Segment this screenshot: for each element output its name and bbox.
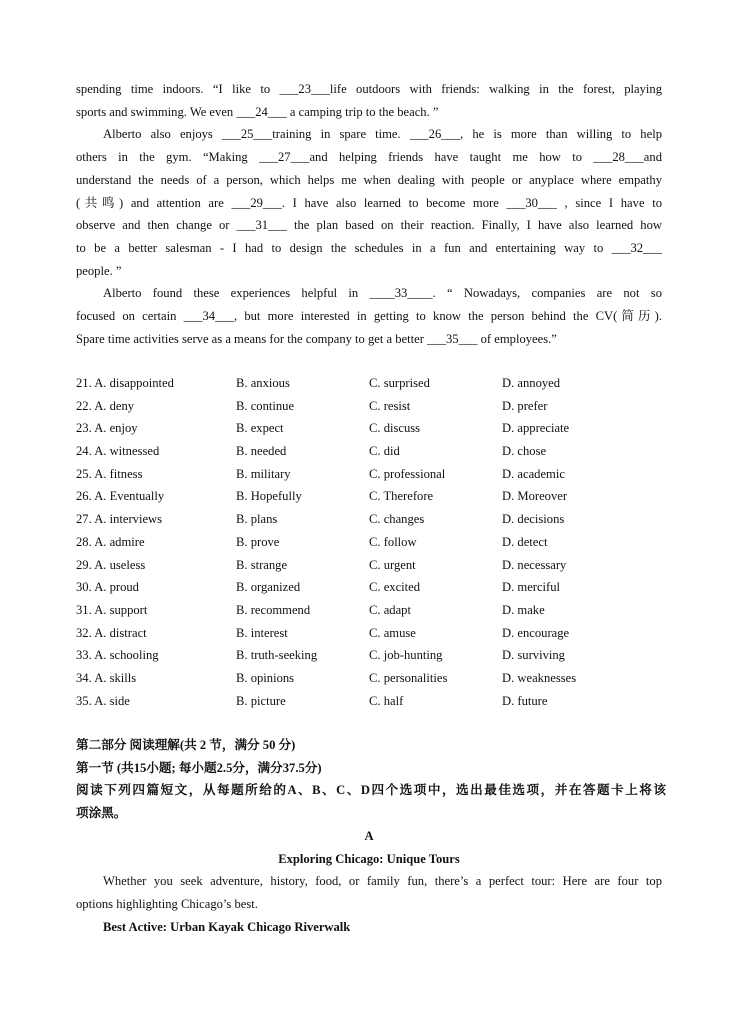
option-c: C. excited <box>369 580 421 595</box>
option-a: 31. A. support <box>76 602 148 617</box>
option-d: D. annoyed <box>502 376 561 390</box>
option-c: C. surprised <box>369 376 430 390</box>
option-d: D. make <box>502 602 545 617</box>
option-c: C. Therefore <box>369 489 434 504</box>
question-row <box>76 485 676 508</box>
option-a: 27. A. interviews <box>76 512 163 527</box>
passage-line: Alberto also enjoys ___25___training in spare time. ___26___, he is more than willing to help <box>103 127 662 142</box>
question-options <box>76 372 676 712</box>
option-c: C. personalities <box>369 670 448 685</box>
option-a: 21. A. disappointed <box>76 376 174 390</box>
option-a: 30. A. proud <box>76 580 139 595</box>
option-b: B. recommend <box>236 602 311 617</box>
passage-line: others in the gym. “Making ___27___and helping friends have taught me how to ___28___and <box>76 150 662 165</box>
option-b: B. interest <box>236 625 288 640</box>
question-row <box>76 576 676 599</box>
option-b: B. organized <box>236 580 301 595</box>
passage-line: spending time indoors. “I like to ___23___life outdoors with friends: walking in the forest, playing <box>76 82 662 96</box>
option-b: B. continue <box>236 398 295 413</box>
passage-line: (共鸣) and attention are ___29___. I have also learned to become more ___30___ , since I have to <box>76 195 662 210</box>
question-row <box>76 463 676 486</box>
passage-line: understand the needs of a person, which helps me when dealing with people or anyplace where empathy <box>76 172 662 187</box>
section-header <box>76 734 666 825</box>
section-subheading: 第一节 (共15小题; 每小题2.5分，满分37.5分) <box>76 760 322 775</box>
passage-line: people. ” <box>76 263 122 278</box>
option-d: D. surviving <box>502 648 565 663</box>
option-c: C. amuse <box>369 625 416 640</box>
option-c: C. changes <box>369 512 425 527</box>
option-a: 32. A. distract <box>76 625 147 640</box>
option-a: 24. A. witnessed <box>76 444 160 459</box>
option-c: C. discuss <box>369 421 421 436</box>
option-b: B. prove <box>236 534 280 549</box>
option-a: 26. A. Eventually <box>76 489 165 504</box>
section-instruction: 项涂黑。 <box>76 806 127 821</box>
option-b: B. anxious <box>236 376 290 390</box>
option-c: C. half <box>369 693 404 708</box>
passage-label: A <box>364 829 374 843</box>
option-d: D. detect <box>502 534 548 549</box>
option-b: B. Hopefully <box>236 489 302 504</box>
question-row <box>76 690 676 713</box>
question-row <box>76 599 676 622</box>
passage-title: Exploring Chicago: Unique Tours <box>278 851 460 866</box>
question-row <box>76 395 676 418</box>
section-heading: 第二部分 阅读理解(共 2 节，满分 50 分) <box>76 738 296 752</box>
question-row <box>76 531 676 554</box>
option-a: 33. A. schooling <box>76 648 159 663</box>
option-c: C. did <box>369 444 400 459</box>
option-d: D. academic <box>502 466 565 481</box>
option-d: D. future <box>502 693 548 708</box>
question-row <box>76 667 676 690</box>
option-c: C. urgent <box>369 557 416 572</box>
option-b: B. opinions <box>236 670 295 685</box>
question-row <box>76 644 676 667</box>
option-d: D. decisions <box>502 512 565 527</box>
option-c: C. follow <box>369 534 417 549</box>
option-a: 23. A. enjoy <box>76 421 138 436</box>
question-row <box>76 554 676 577</box>
passage-line: Alberto found these experiences helpful in ____33____. “ Nowadays, companies are not so <box>103 286 662 301</box>
option-b: B. strange <box>236 557 288 572</box>
option-a: 22. A. deny <box>76 398 135 413</box>
option-b: B. plans <box>236 512 278 527</box>
option-b: B. needed <box>236 444 287 459</box>
question-row <box>76 440 676 463</box>
option-b: B. military <box>236 466 291 481</box>
option-d: D. prefer <box>502 398 548 413</box>
option-d: D. Moreover <box>502 489 568 504</box>
passage-line: to be a better salesman - I had to design the schedules in a fun and entertaining way to ___32___ <box>76 240 662 255</box>
passage-line: observe and then change or ___31___ the plan based on their reaction. Finally, I have also learned how <box>76 218 662 233</box>
option-d: D. chose <box>502 444 547 459</box>
option-c: C. adapt <box>369 602 411 617</box>
option-b: B. truth-seeking <box>236 648 318 663</box>
question-row <box>76 508 676 531</box>
cloze-passage <box>76 78 662 350</box>
question-row <box>76 622 676 645</box>
option-b: B. expect <box>236 421 284 436</box>
option-d: D. encourage <box>502 625 570 640</box>
option-a: 35. A. side <box>76 693 130 708</box>
passage-line: sports and swimming. We even ___24___ a camping trip to the beach. ” <box>76 104 439 119</box>
section-instruction: 阅读下列四篇短文，从每题所给的A、B、C、D四个选项中，选出最佳选项，并在答题卡上将该 <box>76 783 666 798</box>
option-d: D. merciful <box>502 580 561 595</box>
option-c: C. resist <box>369 398 411 413</box>
passage-intro: Whether you seek adventure, history, food, or family fun, there’s a perfect tour: Here are four top <box>103 874 662 889</box>
reading-passage-a <box>76 825 662 939</box>
option-d: D. weaknesses <box>502 670 577 685</box>
passage-subtitle: Best Active: Urban Kayak Chicago Riverwalk <box>103 919 351 934</box>
passage-line: focused on certain ___34___, but more interested in getting to know the person behind the CV(简历). <box>76 309 662 324</box>
option-a: 25. A. fitness <box>76 466 143 481</box>
question-row <box>76 417 676 440</box>
option-d: D. necessary <box>502 557 567 572</box>
option-a: 34. A. skills <box>76 670 137 685</box>
option-d: D. appreciate <box>502 421 570 436</box>
question-row <box>76 372 676 395</box>
option-a: 29. A. useless <box>76 557 146 572</box>
option-c: C. job-hunting <box>369 648 443 663</box>
passage-intro: options highlighting Chicago’s best. <box>76 897 258 912</box>
option-b: B. picture <box>236 693 286 708</box>
passage-line: Spare time activities serve as a means for the company to get a better ___35___ of employees.” <box>76 331 557 346</box>
option-c: C. professional <box>369 466 446 481</box>
option-a: 28. A. admire <box>76 534 145 549</box>
